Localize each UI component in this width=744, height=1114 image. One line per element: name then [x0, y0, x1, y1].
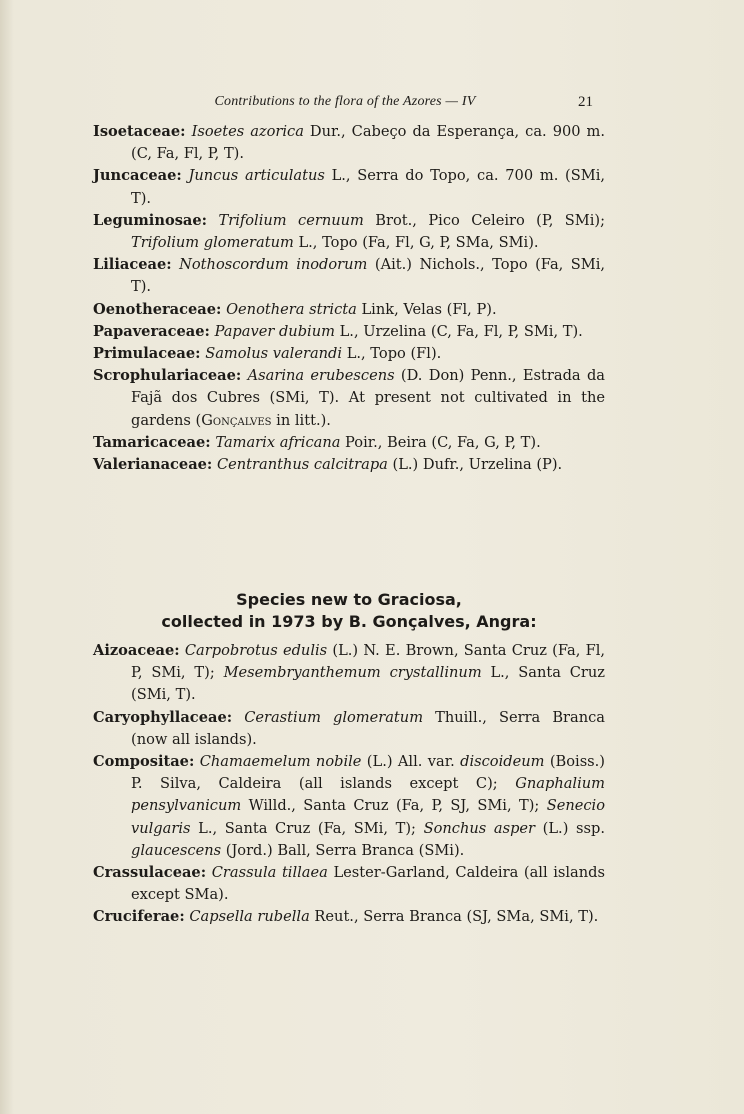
species-name: Juncus articulatus	[188, 167, 325, 185]
entry-text: L., Urzelina (C, Fa, Fl, P, SMi, T).	[334, 322, 583, 340]
species-name: Nothoscordum inodorum	[179, 256, 368, 274]
section-heading	[93, 589, 605, 633]
family-name: Crassulaceae:	[93, 864, 207, 882]
species-name: Chamaemelum nobile	[199, 753, 362, 771]
entry-text: (L.) All. var.	[361, 753, 461, 771]
entry-text: L., Topo (Fl).	[342, 345, 442, 363]
family-name: Tamaricaceae:	[93, 433, 211, 451]
species-entry	[93, 365, 605, 432]
entry-text: (Jord.) Ball, Serra Branca (SMi).	[221, 841, 465, 859]
species-list-section-1	[93, 121, 605, 476]
family-name: Caryophyllaceae:	[93, 708, 233, 726]
family-name: Primulaceae:	[93, 345, 201, 363]
family-name: Leguminosae:	[93, 211, 208, 229]
family-name: Compositae:	[93, 753, 195, 771]
species-entry	[93, 906, 605, 928]
species-name: Papaver dubium	[214, 322, 335, 340]
species-entry	[93, 299, 605, 321]
species-name: Mesembryanthemum crystallinum	[223, 664, 482, 682]
entry-text: (D. Don) Penn., Estrada da Fajã dos Cubres (SMi, T). At present not cultivated in the gardens (	[131, 367, 605, 429]
species-name: Trifolium glomeratum	[131, 234, 294, 252]
section-heading-line-1: Species new to Graciosa,	[236, 590, 462, 609]
species-entry	[93, 210, 605, 254]
family-name: Scrophulariaceae:	[93, 367, 242, 385]
family-name: Oenotheraceae:	[93, 300, 222, 318]
species-name: Carpobrotus edulis	[184, 642, 328, 659]
species-name: Trifolium cernuum	[218, 211, 364, 229]
entry-text: L., Santa Cruz (Fa, SMi, T);	[190, 819, 424, 837]
family-name: Isoetaceae:	[93, 123, 186, 140]
species-entry	[93, 343, 605, 365]
entry-text: Link, Velas (Fl, P).	[356, 300, 497, 318]
family-name: Aizoaceae:	[93, 642, 180, 659]
species-name: Isoetes azorica	[191, 123, 304, 140]
entry-text: in litt.).	[271, 411, 331, 429]
family-name: Cruciferae:	[93, 908, 185, 926]
species-entry	[93, 432, 605, 454]
species-name: Capsella rubella	[189, 908, 310, 926]
species-name: Samolus valerandi	[205, 345, 343, 363]
species-name: Centranthus calcitrapa	[216, 456, 388, 474]
species-entry	[93, 254, 605, 298]
entry-text: (Boiss.) P. Silva, Caldeira (all islands except C);	[131, 753, 606, 793]
species-name: Tamarix africana	[215, 433, 341, 451]
family-name: Papaveraceae:	[93, 322, 210, 340]
species-name: Cerastium glomeratum	[244, 708, 424, 726]
entry-text: Brot., Pico Celeiro (P, SMi);	[363, 211, 606, 229]
species-name: Sonchus asper	[423, 819, 536, 837]
species-entry	[93, 121, 605, 165]
entry-text: Reut., Serra Branca (SJ, SMa, SMi, T).	[309, 908, 599, 926]
entry-text: Poir., Beira (C, Fa, G, P, T).	[340, 433, 541, 451]
species-list-section-2	[93, 640, 605, 929]
species-entry	[93, 862, 605, 906]
entry-text: Lester-Garland, Caldeira (all islands except SMa).	[131, 864, 605, 904]
entry-text: Thuill., Serra Branca (now all islands).	[131, 708, 605, 748]
family-name: Valerianaceae:	[93, 456, 213, 474]
section-heading-line-2: collected in 1973 by B. Gonçalves, Angra:	[161, 612, 537, 631]
species-name: glaucescens	[131, 841, 222, 859]
collector-name: Gonçalves	[201, 411, 272, 429]
running-title: Contributions to the flora of the Azores — IV	[214, 94, 476, 109]
species-entry	[93, 454, 605, 476]
species-entry	[93, 751, 605, 862]
entry-text: (Ait.) Nichols., Topo (Fa, SMi, T).	[131, 256, 605, 296]
species-entry	[93, 707, 605, 751]
entry-text: (L.) Dufr., Urzelina (P).	[387, 456, 563, 474]
entry-text: (L.) N. E. Brown, Santa Cruz (Fa, Fl, P, SMi, T);	[131, 642, 605, 682]
entry-text: L., Serra do Topo, ca. 700 m. (SMi, T).	[131, 167, 605, 207]
page-number: 21	[578, 94, 593, 110]
species-entry	[93, 165, 605, 209]
species-entry	[93, 640, 605, 707]
species-name: Oenothera stricta	[226, 300, 357, 318]
entry-text: L., Topo (Fa, Fl, G, P, SMa, SMi).	[293, 234, 539, 252]
species-name: Asarina erubescens	[247, 367, 395, 385]
family-name: Liliaceae:	[93, 256, 172, 274]
species-name: Senecio vulgaris	[131, 797, 605, 837]
species-name: Gnaphalium pensylvanicum	[131, 775, 605, 815]
family-name: Juncaceae:	[93, 167, 182, 185]
entry-text: Willd., Santa Cruz (Fa, P, SJ, SMi, T);	[241, 797, 547, 815]
entry-text: L., Santa Cruz (SMi, T).	[131, 664, 605, 704]
species-name: Crassula tillaea	[211, 864, 328, 882]
species-entry	[93, 321, 605, 343]
entry-text: Dur., Cabeço da Esperança, ca. 900 m. (C, Fa, Fl, P, T).	[131, 123, 606, 163]
species-name: discoideum	[460, 753, 545, 771]
entry-text: (L.) ssp.	[535, 819, 605, 837]
